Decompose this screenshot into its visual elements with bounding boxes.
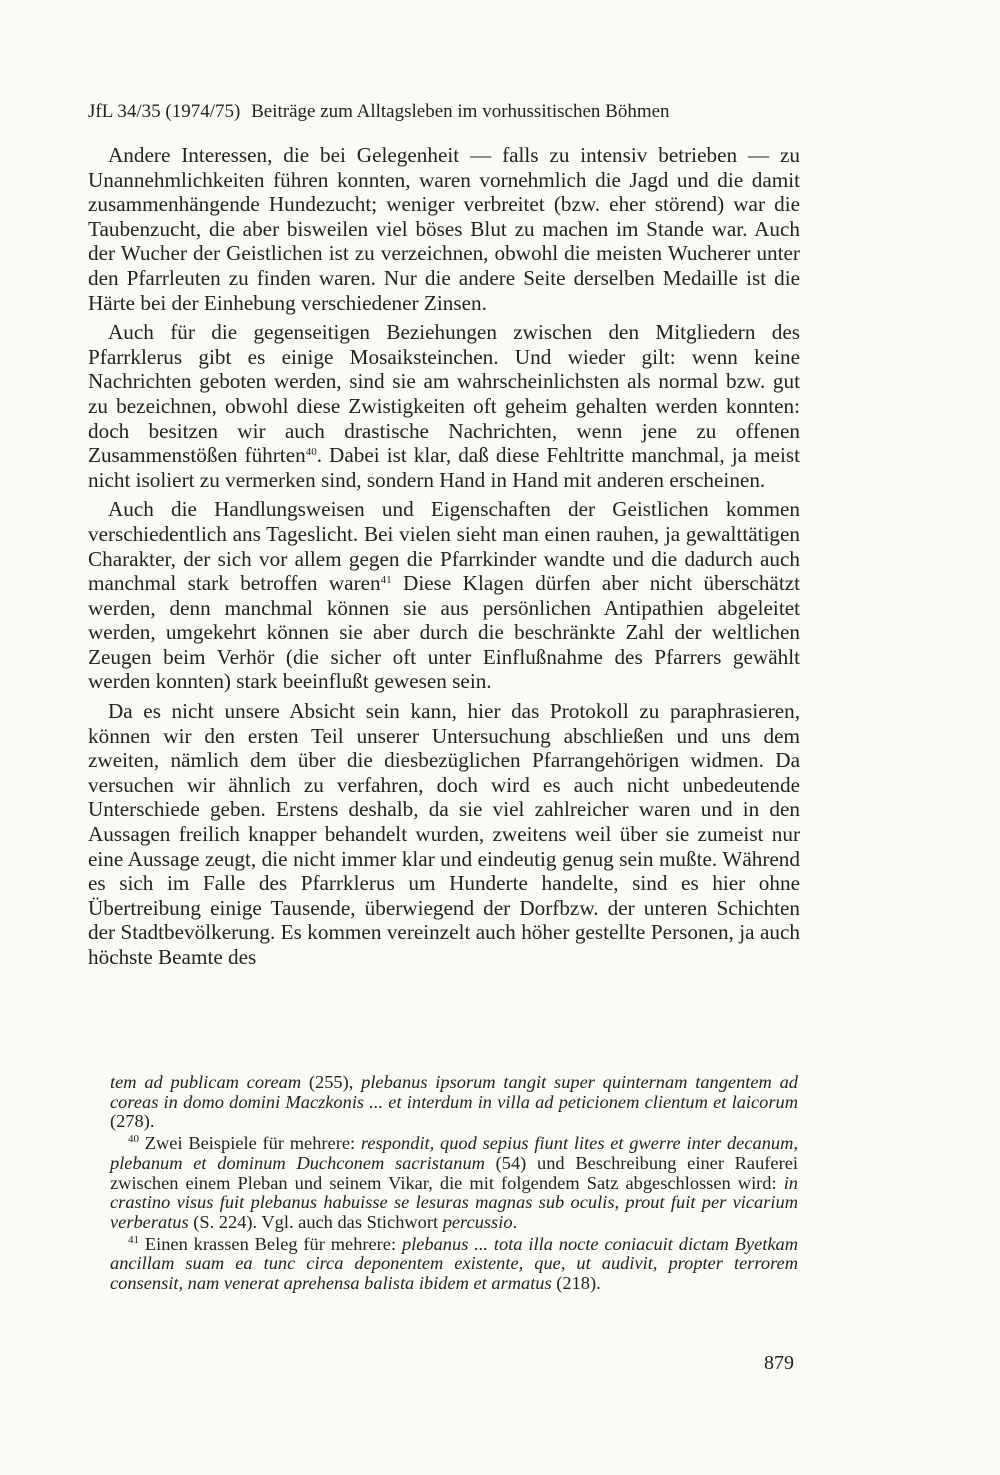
footnote-41 [110, 1235, 798, 1294]
paragraph-2-text-b: . Dabei ist klar, daß diese Fehltritte manchmal, ja meist nicht isoliert zu vermerken sind, sondern Hand in Hand mit anderen erscheinen. [88, 443, 800, 492]
footnote-41-latin-1: plebanus ... tota illa nocte coniacuit dictam Byetkam ancillam suam ea tunc circa deponentem existente, que, ut audivit, propter terrorem consensit, nam venerat aprehensa balista ibidem et armatus [110, 1233, 798, 1294]
footnote-cont-text-2: (278). [110, 1111, 155, 1132]
running-title: Beiträge zum Alltagsleben im vorhussitischen Böhmen [251, 101, 670, 122]
footnote-40-latin-3: percussio [442, 1211, 513, 1232]
paragraph-1 [88, 143, 800, 315]
footnote-ref-40: 40 [305, 446, 317, 459]
footnote-cont-latin-1: tem ad publicam coream [110, 1072, 302, 1092]
footnote-ref-41: 41 [380, 574, 392, 587]
paragraph-3-text-b: Diese Klagen dürfen aber nicht überschätzt werden, denn manchmal können sie aus persönlichen Antipathien abgeleitet werden, umgekehrt können sie aber durch die beschränkte Zahl der weltlichen Zeugen beim Verhör (die sicher oft unter Einflußnahme des Pfarrers gewählt werden konnten) stark beeinflußt gewesen sein. [88, 571, 801, 694]
footnote-40-text-1: Zwei Beispiele für mehrere: [139, 1133, 361, 1154]
paragraph-3 [88, 497, 800, 694]
paragraph-4 [88, 699, 800, 970]
footnote-41-text-2: (218). [551, 1273, 601, 1294]
paragraph-1-text: Andere Interessen, die bei Gelegenheit — falls zu intensiv betrieben — zu Unannehmlichkeiten führen konnten, waren vornehmlich die Jagd und die damit zusammenhängende Hundezucht; weniger verbreitet (bzw. eher störend) war die Taubenzucht, die aber bisweilen viel böses Blut zu machen im Stande war. Auch der Wucher der Geistlichen ist zu verzeichnen, obwohl die meisten Wucherer unter den Pfarrleuten zu finden waren. Nur die andere Seite derselben Medaille ist die Härte bei der Einhebung verschiedener Zinsen. [88, 143, 800, 315]
footnote-cont-text-1: (255), [301, 1072, 362, 1092]
footnote-cont-latin-2: plebanus ipsorum tangit super quinternam tangentem ad coreas in domo domini Maczkonis ... et interdum in villa ad peticionem clientum et laicorum [110, 1072, 798, 1112]
footnote-40 [110, 1134, 798, 1233]
footnote-40-latin-1: respondit, quod sepius fiunt lites et gwerre inter decanum, plebanum et dominum Duchconem sacristanum [110, 1133, 798, 1173]
footnote-40-text-3: (S. 224). Vgl. auch das Stichwort [188, 1211, 443, 1232]
footnote-40-text-2: (54) und Beschreibung einer Rauferei zwischen einem Pleban und seinem Vikar, die mit folgendem Satz abgeschlossen wird: [110, 1152, 798, 1193]
footnote-40-latin-2: in crastino visus fuit plebanus habuisse se lesuras magnas sub oculis, prout fuit per vicarium verberatus [110, 1172, 798, 1232]
running-header [88, 100, 800, 124]
paragraph-4-text: Da es nicht unsere Absicht sein kann, hier das Protokoll zu paraphrasieren, können wir den ersten Teil unserer Untersuchung abschließen und uns dem zweiten, nämlich dem über die diesbezüglichen Pfarrangehörigen widmen. Da versuchen wir ähnlich zu verfahren, doch wird es auch nicht unbedeutende Unterschiede geben. Erstens deshalb, da sie viel zahlreicher waren und in den Aussagen freilich knapper behandelt wurden, zweitens weil über sie zumeist nur eine Aussage zeugt, die nicht immer klar und eindeutig genug sein mußte. Während es sich im Falle des Pfarrklerus um Hunderte handelte, sind es hier ohne Übertreibung einige Tausende, überwiegend der Dorfbzw. der unteren Schichten der Stadtbevölkerung. Es kommen vereinzelt auch höher gestellte Personen, ja auch höchste Beamte des [88, 699, 800, 969]
footnote-40-text-4: . [512, 1211, 518, 1232]
paragraph-2-text-a: Auch für die gegenseitigen Beziehungen zwischen den Mitgliedern des Pfarrklerus gibt es einige Mosaiksteinchen. Und wieder gilt: wenn keine Nachrichten geboten werden, sind sie am wahrscheinlichsten als normal bzw. gut zu bezeichnen, obwohl diese Zwistigkeiten oft geheim gehalten werden konnten: doch besitzen wir auch drastische Nachrichten, wenn jene zu offenen Zusammenstößen führten [88, 320, 800, 468]
page-number: 879 [764, 1352, 794, 1374]
main-text [88, 143, 800, 975]
journal-reference: JfL 34/35 (1974/75) [88, 101, 241, 122]
paragraph-2 [88, 320, 800, 492]
footnote-41-text-1: Einen krassen Beleg für mehrere: [139, 1233, 402, 1254]
footnote-41-number: 41 [128, 1233, 139, 1246]
paragraph-3-text-a: Auch die Handlungsweisen und Eigenschaften der Geistlichen kommen verschiedentlich ans Tageslicht. Bei vielen sieht man einen rauhen, ja gewalttätigen Charakter, der sich vor allem gegen die Pfarrkinder wandte und die dadurch auch manchmal stark betroffen waren [88, 497, 800, 596]
footnotes [110, 1073, 798, 1296]
footnote-continuation [110, 1073, 798, 1132]
footnote-40-number: 40 [128, 1133, 139, 1146]
